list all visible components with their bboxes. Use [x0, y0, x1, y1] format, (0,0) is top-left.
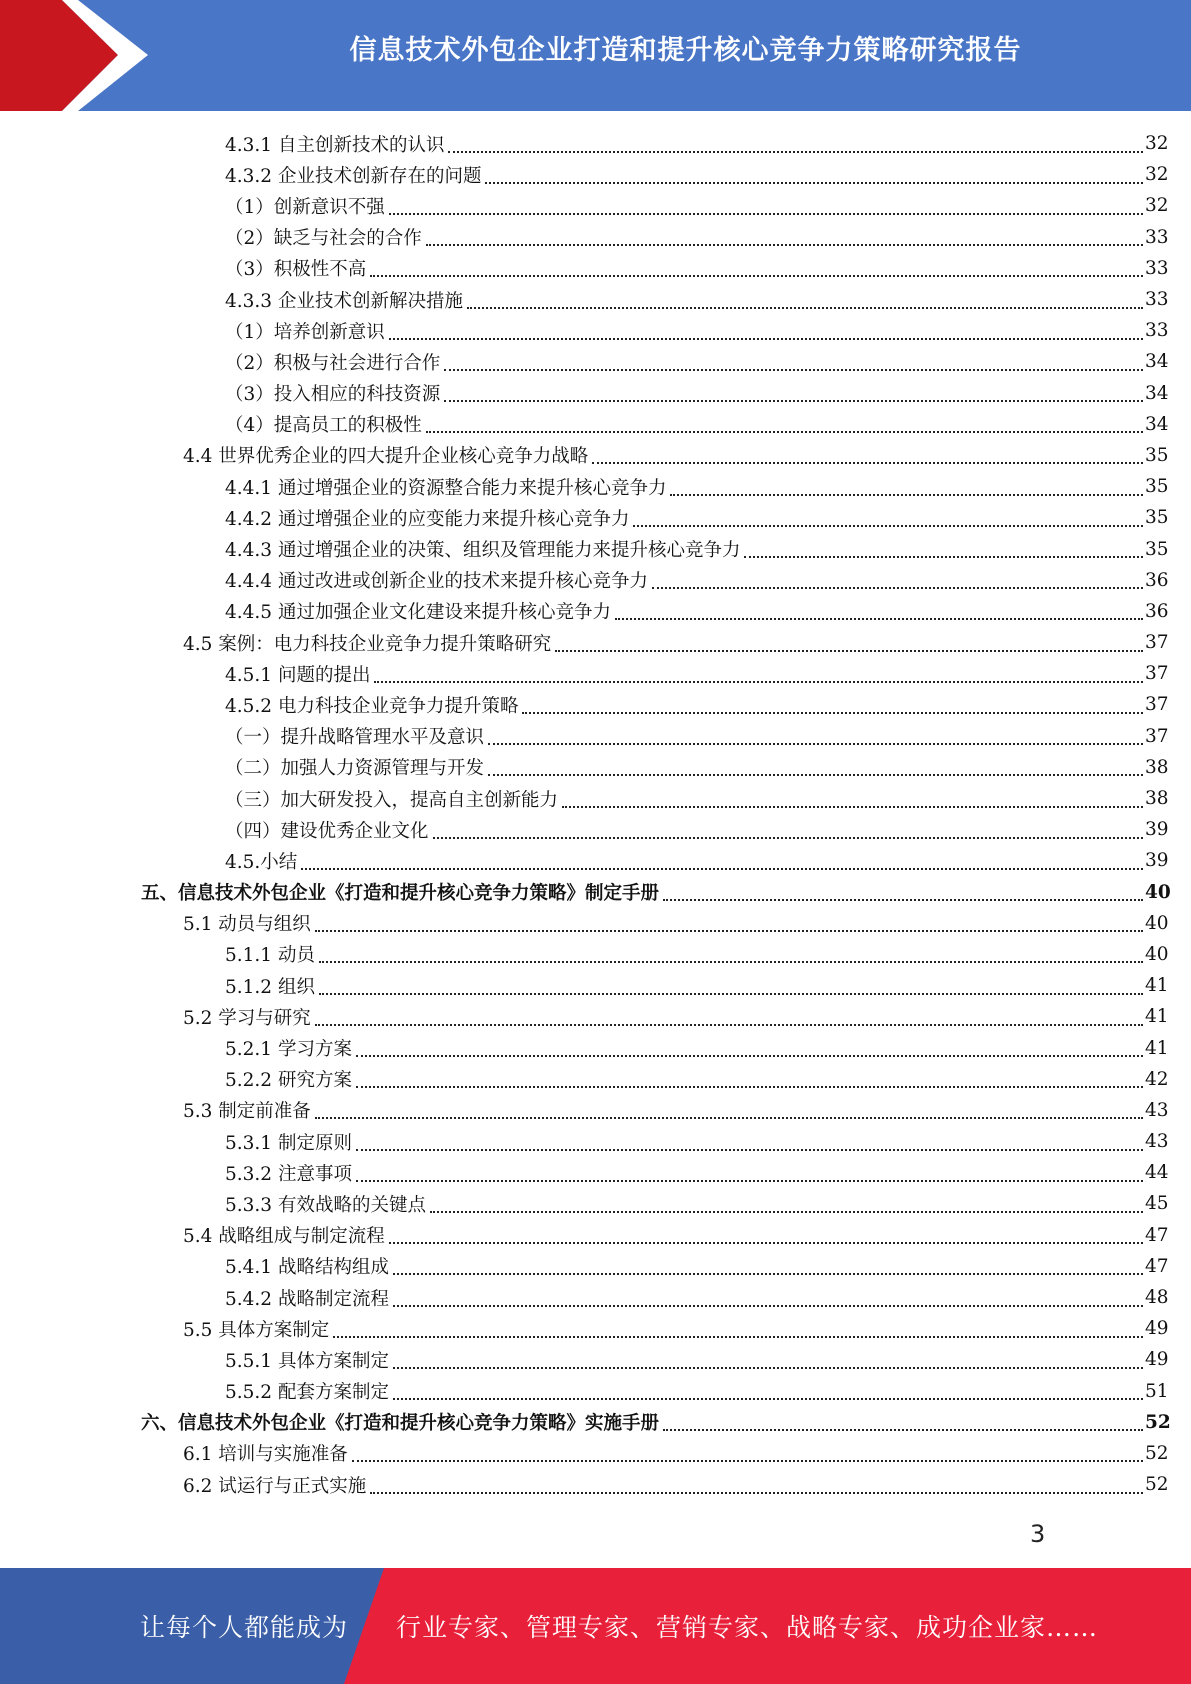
toc-dot-leader [444, 400, 1143, 402]
toc-entry[interactable] [0, 284, 1191, 315]
page-number: 3 [1030, 1520, 1046, 1548]
toc-entry-page: 44 [1145, 1162, 1169, 1184]
toc-entry-title: 5.2 学习与研究 [183, 1007, 311, 1029]
toc-entry-title: （四）建设优秀企业文化 [225, 820, 429, 842]
toc-dot-leader [433, 837, 1143, 839]
toc-entry-page: 52 [1145, 1442, 1169, 1464]
toc-dot-leader [393, 1367, 1143, 1369]
toc-dot-leader [315, 930, 1143, 932]
toc-entry-page: 36 [1145, 600, 1169, 622]
header-banner [0, 0, 1191, 111]
toc-entry-page: 34 [1145, 413, 1169, 435]
toc-entry-title: （4）提高员工的积极性 [225, 415, 422, 437]
toc-entry-title: 4.5.2 电力科技企业竞争力提升策略 [225, 695, 519, 717]
toc-dot-leader [426, 244, 1143, 246]
toc-entry[interactable] [0, 1220, 1191, 1251]
toc-entry[interactable] [0, 939, 1191, 970]
toc-dot-leader [356, 1086, 1143, 1088]
toc-dot-leader [356, 1149, 1143, 1151]
toc-entry[interactable] [0, 1064, 1191, 1095]
toc-entry-page: 48 [1145, 1287, 1169, 1309]
toc-entry-page: 32 [1145, 195, 1169, 217]
toc-entry[interactable] [0, 1469, 1191, 1500]
toc-entry-title: 5.3.3 有效战略的关键点 [225, 1194, 426, 1216]
toc-entry-title: 4.4.4 通过改进或创新企业的技术来提升核心竞争力 [225, 571, 648, 593]
table-of-contents [0, 128, 1191, 1500]
toc-entry-page: 34 [1145, 382, 1169, 404]
toc-dot-leader [389, 1242, 1143, 1244]
toc-entry[interactable] [0, 596, 1191, 627]
toc-dot-leader [744, 556, 1143, 558]
toc-entry-page: 37 [1145, 725, 1169, 747]
footer-slogan-right: 行业专家、管理专家、营销专家、战略专家、成功企业家…… [396, 1613, 1099, 1642]
toc-entry[interactable] [0, 783, 1191, 814]
toc-dot-leader [333, 1336, 1143, 1338]
toc-entry[interactable] [0, 565, 1191, 596]
toc-entry-title: （3）投入相应的科技资源 [225, 384, 441, 406]
toc-entry-title: 五、信息技术外包企业《打造和提升核心竞争力策略》制定手册 [141, 883, 660, 905]
toc-dot-leader [592, 462, 1143, 464]
toc-entry-page: 51 [1145, 1380, 1169, 1402]
toc-dot-leader [562, 806, 1143, 808]
toc-entry[interactable] [0, 908, 1191, 939]
toc-entry-title: （二）加强人力资源管理与开发 [225, 758, 485, 780]
toc-dot-leader [389, 213, 1143, 215]
toc-entry[interactable] [0, 752, 1191, 783]
toc-entry-page: 47 [1145, 1255, 1169, 1277]
toc-entry-page: 33 [1145, 320, 1169, 342]
toc-dot-leader [389, 338, 1143, 340]
toc-entry[interactable] [0, 689, 1191, 720]
toc-entry-title: 5.1.1 动员 [225, 945, 315, 967]
toc-entry-page: 43 [1145, 1131, 1169, 1153]
toc-entry-page: 47 [1145, 1224, 1169, 1246]
toc-dot-leader [374, 681, 1143, 683]
toc-entry-title: 5.4.2 战略制定流程 [225, 1288, 389, 1310]
toc-dot-leader [444, 369, 1143, 371]
toc-dot-leader [448, 151, 1143, 153]
toc-entry-title: 4.5.1 问题的提出 [225, 664, 371, 686]
toc-entry-title: 5.4.1 战略结构组成 [225, 1257, 389, 1279]
toc-entry-page: 42 [1145, 1068, 1169, 1090]
toc-entry[interactable] [0, 1251, 1191, 1282]
toc-entry-title: （2）积极与社会进行合作 [225, 352, 441, 374]
toc-entry-page: 52 [1145, 1474, 1169, 1496]
toc-entry-page: 41 [1145, 975, 1169, 997]
toc-entry-page: 35 [1145, 444, 1169, 466]
toc-entry-page: 33 [1145, 257, 1169, 279]
toc-dot-leader [393, 1398, 1143, 1400]
toc-entry[interactable] [0, 721, 1191, 752]
document-title: 信息技术外包企业打造和提升核心竞争力策略研究报告 [349, 35, 1022, 66]
toc-entry-title: 6.1 培训与实施准备 [183, 1444, 348, 1466]
toc-entry[interactable] [0, 1376, 1191, 1407]
toc-dot-leader [488, 774, 1143, 776]
toc-dot-leader [555, 650, 1143, 652]
toc-entry-title: 六、信息技术外包企业《打造和提升核心竞争力策略》实施手册 [141, 1413, 660, 1435]
toc-entry-title: 6.2 试运行与正式实施 [183, 1475, 367, 1497]
toc-dot-leader [663, 1429, 1143, 1431]
toc-dot-leader [615, 618, 1143, 620]
toc-dot-leader [485, 182, 1143, 184]
toc-entry-page: 35 [1145, 507, 1169, 529]
toc-entry[interactable] [0, 845, 1191, 876]
toc-entry-page: 32 [1145, 133, 1169, 155]
toc-entry-title: （三）加大研发投入，提高自主创新能力 [225, 789, 559, 811]
toc-entry-title: 5.3.2 注意事项 [225, 1163, 352, 1185]
toc-entry[interactable] [0, 128, 1191, 159]
footer-slogan-left: 让每个人都能成为 [140, 1613, 349, 1642]
toc-entry[interactable] [0, 1313, 1191, 1344]
toc-entry-title: 5.5.1 具体方案制定 [225, 1350, 389, 1372]
toc-entry-title: （1）培养创新意识 [225, 321, 385, 343]
toc-entry[interactable] [0, 502, 1191, 533]
toc-dot-leader [315, 1024, 1143, 1026]
toc-entry-page: 41 [1145, 1006, 1169, 1028]
toc-entry[interactable] [0, 346, 1191, 377]
toc-dot-leader [488, 743, 1143, 745]
toc-entry-page: 40 [1145, 912, 1169, 934]
toc-entry-title: 4.4.5 通过加强企业文化建设来提升核心竞争力 [225, 602, 611, 624]
toc-entry[interactable] [0, 440, 1191, 471]
toc-dot-leader [633, 525, 1143, 527]
toc-entry[interactable] [0, 1282, 1191, 1313]
toc-dot-leader [370, 1492, 1143, 1494]
toc-entry-page: 32 [1145, 164, 1169, 186]
toc-entry-title: 4.4 世界优秀企业的四大提升企业核心竞争力战略 [183, 446, 589, 468]
toc-dot-leader [319, 961, 1143, 963]
footer-banner [0, 1568, 1191, 1684]
toc-dot-leader [301, 868, 1143, 870]
toc-entry[interactable] [0, 378, 1191, 409]
toc-entry[interactable] [0, 533, 1191, 564]
toc-entry-page: 41 [1145, 1037, 1169, 1059]
toc-dot-leader [352, 1460, 1143, 1462]
toc-entry-page: 38 [1145, 756, 1169, 778]
toc-entry-title: 5.3 制定前准备 [183, 1101, 311, 1123]
toc-entry-page: 39 [1145, 850, 1169, 872]
toc-entry-title: 5.2.1 学习方案 [225, 1039, 352, 1061]
toc-entry[interactable] [0, 1344, 1191, 1375]
toc-dot-leader [393, 1305, 1143, 1307]
toc-entry-page: 35 [1145, 476, 1169, 498]
toc-entry-title: 4.4.3 通过增强企业的决策、组织及管理能力来提升核心竞争力 [225, 540, 741, 562]
toc-entry-title: 4.4.2 通过增强企业的应变能力来提升核心竞争力 [225, 508, 630, 530]
toc-entry-page: 39 [1145, 819, 1169, 841]
toc-entry-title: 4.3.1 自主创新技术的认识 [225, 134, 445, 156]
toc-entry-page: 45 [1145, 1193, 1169, 1215]
toc-entry-page: 37 [1145, 632, 1169, 654]
toc-dot-leader [663, 899, 1143, 901]
toc-entry-title: 5.1.2 组织 [225, 976, 315, 998]
toc-entry-title: （一）提升战略管理水平及意识 [225, 727, 485, 749]
toc-dot-leader [370, 275, 1143, 277]
toc-entry[interactable] [0, 315, 1191, 346]
toc-entry-title: 5.3.1 制定原则 [225, 1132, 352, 1154]
toc-entry-title: （1）创新意识不强 [225, 196, 385, 218]
toc-entry-title: 4.4.1 通过增强企业的资源整合能力来提升核心竞争力 [225, 477, 667, 499]
toc-dot-leader [319, 993, 1143, 995]
toc-entry[interactable] [0, 222, 1191, 253]
toc-entry[interactable] [0, 1126, 1191, 1157]
toc-entry-page: 37 [1145, 663, 1169, 685]
toc-dot-leader [356, 1055, 1143, 1057]
toc-entry-title: 5.5.2 配套方案制定 [225, 1382, 389, 1404]
toc-entry-page: 37 [1145, 694, 1169, 716]
toc-entry[interactable] [0, 1407, 1191, 1438]
toc-entry-page: 35 [1145, 538, 1169, 560]
toc-entry-page: 36 [1145, 569, 1169, 591]
toc-dot-leader [315, 1117, 1143, 1119]
toc-entry[interactable] [0, 190, 1191, 221]
toc-entry-page: 40 [1145, 881, 1171, 903]
toc-dot-leader [467, 307, 1143, 309]
chevron-arrow-icon [0, 0, 160, 111]
toc-dot-leader [430, 1211, 1143, 1213]
toc-entry[interactable] [0, 1001, 1191, 1032]
toc-entry-page: 43 [1145, 1099, 1169, 1121]
toc-entry-title: 4.3.3 企业技术创新解决措施 [225, 290, 463, 312]
toc-entry-title: 4.5.小结 [225, 851, 298, 873]
toc-entry-page: 38 [1145, 788, 1169, 810]
toc-entry[interactable] [0, 1032, 1191, 1063]
toc-entry[interactable] [0, 409, 1191, 440]
toc-entry[interactable] [0, 658, 1191, 689]
toc-entry-title: 5.1 动员与组织 [183, 914, 311, 936]
toc-entry[interactable] [0, 814, 1191, 845]
toc-entry[interactable] [0, 1188, 1191, 1219]
toc-entry[interactable] [0, 1157, 1191, 1188]
toc-dot-leader [652, 587, 1143, 589]
toc-entry-title: （3）积极性不高 [225, 259, 367, 281]
toc-entry-title: 4.5 案例：电力科技企业竞争力提升策略研究 [183, 633, 552, 655]
toc-entry[interactable] [0, 471, 1191, 502]
toc-entry[interactable] [0, 253, 1191, 284]
toc-entry-title: 5.5 具体方案制定 [183, 1319, 330, 1341]
toc-dot-leader [426, 431, 1143, 433]
toc-entry[interactable] [0, 627, 1191, 658]
toc-entry-page: 40 [1145, 943, 1169, 965]
toc-entry[interactable] [0, 159, 1191, 190]
toc-entry-title: 5.2.2 研究方案 [225, 1070, 352, 1092]
toc-entry-page: 52 [1145, 1411, 1171, 1433]
toc-dot-leader [522, 712, 1143, 714]
toc-entry-title: 4.3.2 企业技术创新存在的问题 [225, 165, 482, 187]
toc-entry-page: 49 [1145, 1318, 1169, 1340]
toc-entry[interactable] [0, 1438, 1191, 1469]
toc-entry-page: 34 [1145, 351, 1169, 373]
toc-entry-page: 49 [1145, 1349, 1169, 1371]
toc-dot-leader [393, 1273, 1143, 1275]
toc-entry-title: 5.4 战略组成与制定流程 [183, 1226, 385, 1248]
toc-entry[interactable] [0, 877, 1191, 908]
toc-dot-leader [670, 494, 1143, 496]
toc-dot-leader [356, 1180, 1143, 1182]
toc-entry-page: 33 [1145, 226, 1169, 248]
toc-entry-title: （2）缺乏与社会的合作 [225, 228, 422, 250]
toc-entry-page: 33 [1145, 289, 1169, 311]
toc-entry[interactable] [0, 970, 1191, 1001]
toc-entry[interactable] [0, 1095, 1191, 1126]
